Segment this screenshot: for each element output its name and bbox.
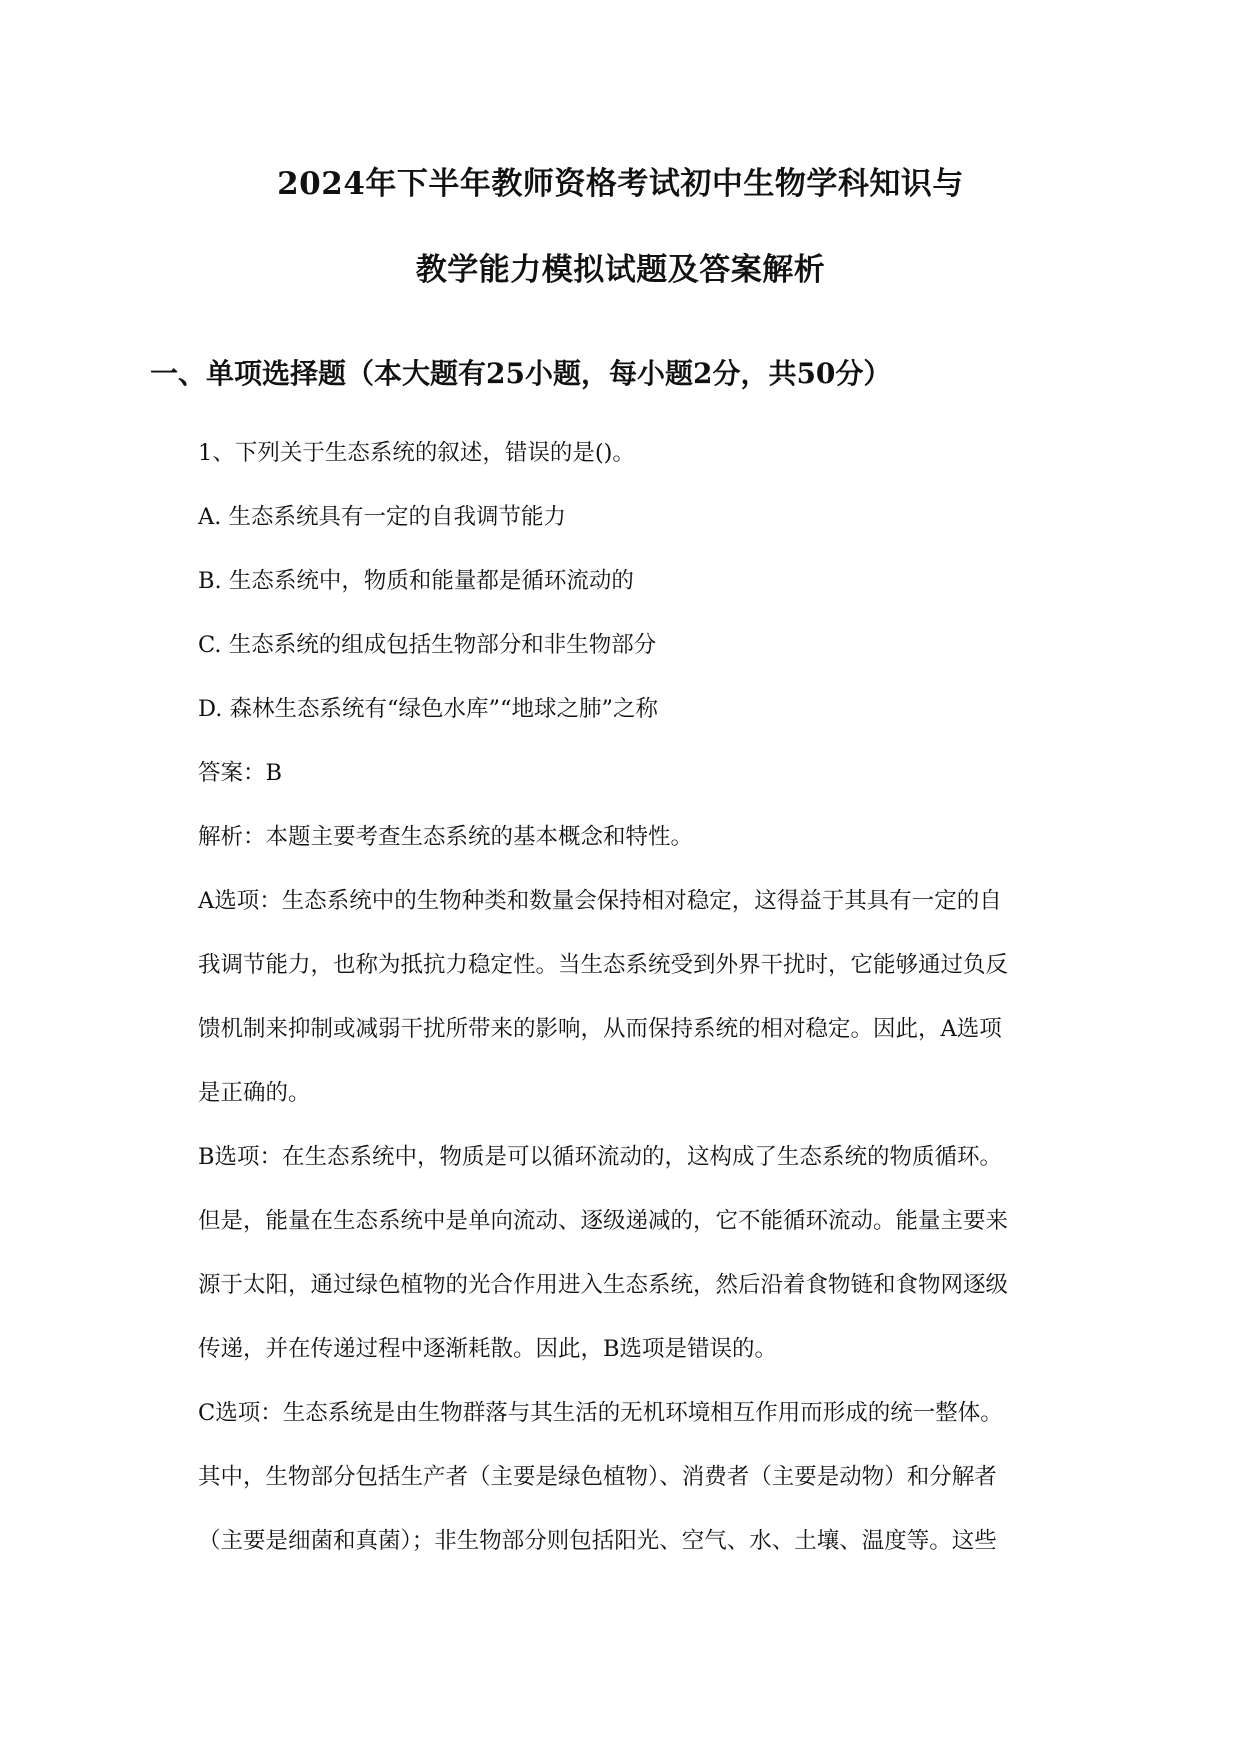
analysis-c-line: （主要是细菌和真菌）；非生物部分则包括阳光、空气、水、土壤、温度等。这些 [198,1528,997,1554]
analysis-b-line: 源于太阳，通过绿色植物的光合作用进入生态系统，然后沿着食物链和食物网逐级 [198,1272,1009,1298]
section-heading: 一、单项选择题（本大题有25小题，每小题2分，共50分） [150,357,892,390]
analysis-b-line: B选项：在生态系统中，物质是可以循环流动的，这构成了生态系统的物质循环。 [198,1144,1003,1170]
analysis-intro: 解析：本题主要考查生态系统的基本概念和特性。 [198,824,694,850]
option-a: A. 生态系统具有一定的自我调节能力 [198,504,567,530]
analysis-a-line: 馈机制来抑制或减弱干扰所带来的影响，从而保持系统的相对稳定。因此，A选项 [198,1016,1002,1042]
option-c: C. 生态系统的组成包括生物部分和非生物部分 [198,632,657,658]
analysis-c-line: 其中，生物部分包括生产者（主要是绿色植物）、消费者（主要是动物）和分解者 [198,1464,997,1490]
document-title-line-1: 2024年下半年教师资格考试初中生物学科知识与 [277,166,964,202]
analysis-a-line: 是正确的。 [198,1080,311,1106]
analysis-a-line: 我调节能力，也称为抵抗力稳定性。当生态系统受到外界干扰时，它能够通过负反 [198,952,1009,978]
answer: 答案：B [198,760,283,786]
analysis-b-line: 但是，能量在生态系统中是单向流动、逐级递减的，它不能循环流动。能量主要来 [198,1208,1009,1234]
analysis-c-line: C选项：生态系统是由生物群落与其生活的无机环境相互作用而形成的统一整体。 [198,1400,1003,1426]
analysis-b-line: 传递，并在传递过程中逐渐耗散。因此，B选项是错误的。 [198,1336,778,1362]
option-b: B. 生态系统中，物质和能量都是循环流动的 [198,568,634,594]
question-stem: 1、下列关于生态系统的叙述，错误的是()。 [198,440,635,466]
analysis-a-line: A选项：生态系统中的生物种类和数量会保持相对稳定，这得益于其具有一定的自 [198,888,1002,914]
document-title-line-2: 教学能力模拟试题及答案解析 [415,252,826,288]
option-d: D. 森林生态系统有“绿色水库”“地球之肺”之称 [198,696,659,722]
